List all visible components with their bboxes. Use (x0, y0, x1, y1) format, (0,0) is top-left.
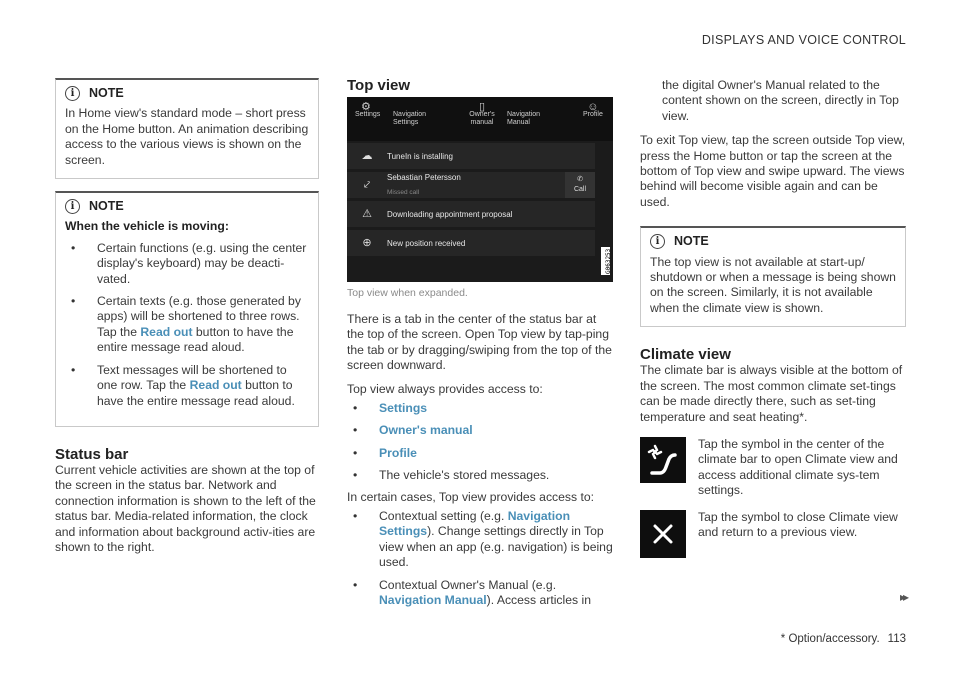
body-text: There is a tab in the center of the status bar at the top of the screen. Open Top view by tap-ping the tab or by dragging/swiping from the top of the screen downward. (347, 311, 612, 373)
list-item-text: Text messages will be shortened to one row. Tap the (97, 362, 287, 393)
body-text-continued: the digital Owner's Manual related to the content shown on the screen, directly in Top view. (662, 78, 899, 123)
read-out-link[interactable]: Read out (189, 378, 242, 393)
climate-open-text: Tap the symbol in the center of the climate bar to open Climate view and access additional climate sys-tem settings. (698, 436, 898, 498)
screen-label: Profile (583, 111, 603, 119)
list-item (65, 363, 309, 409)
note-box-home (55, 78, 319, 179)
status-bar-heading: Status bar (55, 445, 129, 463)
body-text: To exit Top view, tap the screen outside Top view, press the Home button or tap the screen at the bottom of Top view and swipe upward. The views behind will become visible again and can be used. (640, 133, 906, 209)
call-label: Call (573, 186, 587, 194)
info-icon: i (65, 199, 80, 214)
close-icon (640, 510, 686, 558)
list-item (347, 446, 613, 461)
body-text: In certain cases, Top view provides access to: (347, 490, 595, 505)
missed-call-icon: ⤦ (363, 178, 371, 191)
list-item (347, 401, 613, 416)
list-item-text: Contextual setting (e.g. (379, 508, 508, 523)
gear-icon: ⚙ (361, 101, 371, 114)
note-title: NOTE (89, 86, 124, 100)
column-middle (347, 78, 613, 615)
note-box-top-view (640, 226, 906, 327)
read-out-link[interactable]: Read out (140, 324, 193, 339)
crosshair-icon: ⊕ (362, 236, 372, 249)
profile-icon: ☺ (587, 101, 599, 114)
note-text: In Home view's standard mode – short press on the Home button. An animation describing access to the various views is shown on the screen. (65, 106, 309, 167)
screen-nav-manual: Navigation Manual (507, 111, 541, 127)
screen-owners-manual-button (469, 103, 495, 127)
access-list (347, 401, 613, 484)
message-text: Downloading appointment proposal (387, 209, 513, 219)
note-title: NOTE (674, 234, 709, 249)
top-view-screenshot (347, 97, 613, 282)
climate-view-heading: Climate view (640, 346, 731, 364)
note-title: NOTE (89, 199, 124, 214)
body-text: Top view always provides access to: (347, 382, 543, 397)
warning-icon: ⚠ (362, 207, 372, 220)
book-icon: ▯ (478, 101, 486, 114)
column-left (55, 78, 319, 564)
footnote: * Option/accessory. (780, 633, 880, 645)
message-text: New position received (387, 238, 466, 248)
continue-arrows-icon: ▸▸ (899, 590, 906, 604)
screen-profile-button (583, 103, 603, 119)
message-row (347, 230, 595, 256)
note-heading (65, 86, 309, 101)
list-item-text: ). Access articles in (486, 592, 591, 607)
list-item: • The vehicle's stored messages. (347, 468, 613, 483)
settings-link[interactable]: Settings (379, 400, 428, 415)
note-heading (65, 199, 309, 214)
screen-label: Settings (355, 111, 381, 119)
message-text (387, 170, 461, 201)
note-text: The top view is not available at start-up/ shutdown or when a message is being shown on the screen. Similarly, it is not available when the climate view is shown. (650, 254, 896, 315)
status-bar-text: Current vehicle activities are shown at the top of the screen in the status bar. Network and connection information is shown to the left of the status bar. Media-related information, the clock and information about background activ-ities are shown to the right. (55, 462, 316, 554)
screen-settings-button (355, 103, 380, 119)
owners-manual-link[interactable]: Owner's manual (379, 423, 473, 438)
figure-caption: Top view when expanded. (347, 287, 468, 300)
climate-close-row (640, 510, 906, 558)
info-icon: i (65, 86, 80, 101)
list-item-text: Contextual Owner's Manual (e.g. (379, 577, 557, 592)
message-row (347, 143, 595, 169)
list-item-text: Certain texts (e.g. those generated by apps) will be shortened to three rows. Tap the (97, 294, 301, 339)
message-row (347, 172, 595, 198)
info-icon: i (650, 234, 665, 249)
contextual-list (347, 509, 613, 608)
navigation-settings-link[interactable]: Navigation Settings (379, 508, 571, 539)
list-item (347, 509, 613, 571)
page-footer (781, 633, 906, 645)
list-item (347, 578, 613, 609)
message-row (347, 201, 595, 227)
note-box-moving (55, 191, 319, 427)
note-bullet-list (65, 241, 309, 409)
list-item-text: button to have the entire message read aloud. (97, 378, 295, 408)
caller-status: Missed call (387, 189, 420, 197)
message-text: TuneIn is installing (387, 151, 453, 161)
list-item-text: ). Change settings directly in Top view when an app (e.g. navigation) is being used. (379, 524, 613, 570)
page-number: 113 (887, 633, 906, 645)
image-code: G063253 (601, 247, 610, 275)
running-header: DISPLAYS AND VOICE CONTROL (701, 33, 906, 47)
climate-open-row (640, 437, 906, 499)
phone-icon: ✆ (577, 176, 583, 184)
note-lead: When the vehicle is moving: (65, 219, 229, 234)
climate-text: The climate bar is always visible at the bottom of the screen. The most common climate set-tings can be made directly there, such as set-ting temperature and seat heating*. (640, 363, 903, 424)
climate-symbol-icon (640, 437, 686, 483)
list-item (347, 423, 613, 438)
list-item (65, 294, 309, 356)
call-button (565, 172, 595, 198)
list-item: • Certain functions (e.g. using the center display's keyboard) may be deacti-vated. (65, 241, 309, 287)
download-icon: ☁ (361, 149, 373, 162)
screen-status-bar (347, 97, 613, 137)
column-right (640, 78, 906, 569)
top-view-heading: Top view (347, 77, 411, 94)
screen-nav-settings: Navigation Settings (393, 111, 427, 127)
screen-messages-panel (347, 141, 613, 282)
navigation-manual-link[interactable]: Navigation Manual (379, 592, 487, 607)
screen-label: Owner's manual (469, 111, 495, 127)
note-heading (650, 234, 896, 249)
climate-close-text: Tap the symbol to close Climate view and return to a previous view. (698, 509, 898, 539)
profile-link[interactable]: Profile (379, 445, 417, 460)
caller-name: Sebastian Petersson (387, 173, 461, 182)
list-item-text: button to have the entire message read aloud. (97, 324, 294, 355)
